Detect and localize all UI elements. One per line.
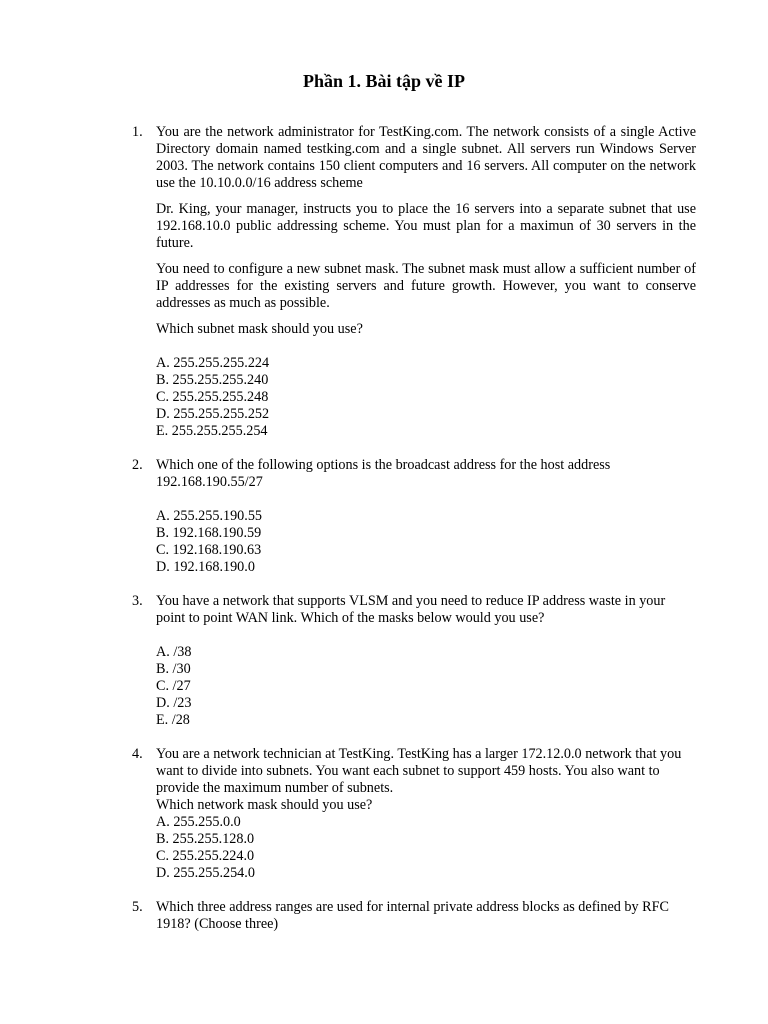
question-text: You need to configure a new subnet mask. The subnet mask must allow a sufficient number of IP addresses for the existing servers and future growth. However, you want to conserve addresses as much as possible. <box>156 261 696 311</box>
answer-options <box>156 508 696 576</box>
page-title: Phần 1. Bài tập về IP <box>302 71 466 91</box>
question-number: 2. <box>132 457 143 473</box>
question-2 <box>132 457 696 576</box>
question-prompt: Which subnet mask should you use? <box>156 321 363 337</box>
answer-option: C. 192.168.190.63 <box>156 542 262 558</box>
question-text: Which one of the following options is the broadcast address for the host address 192.168.190.55/27 <box>156 457 611 490</box>
question-list <box>0 124 768 933</box>
answer-option: B. 255.255.128.0 <box>156 831 255 847</box>
answer-option: D. 255.255.254.0 <box>156 865 255 881</box>
question-text: You are a network technician at TestKing. TestKing has a larger 172.12.0.0 network that you want to divide into subnets. You want each subnet to support 459 hosts. You also want to provide the maximum number of subnets. <box>156 746 682 796</box>
answer-option: C. 255.255.224.0 <box>156 848 255 864</box>
question-text: You have a network that supports VLSM and you need to reduce IP address waste in your point to point WAN link. Which of the masks below would you use? <box>156 593 666 626</box>
answer-option: B. /30 <box>156 661 191 677</box>
answer-options <box>156 355 696 440</box>
question-number: 1. <box>132 124 143 140</box>
question-4 <box>132 746 696 882</box>
question-number: 3. <box>132 593 143 609</box>
answer-option: C. /27 <box>156 678 191 694</box>
question-text: Which three address ranges are used for internal private address blocks as defined by RFC 1918? (Choose three) <box>156 899 669 932</box>
question-5 <box>132 899 696 933</box>
question-number: 4. <box>132 746 143 762</box>
answer-option: A. /38 <box>156 644 192 660</box>
question-1 <box>132 124 696 440</box>
answer-options <box>156 814 696 882</box>
answer-option: D. 192.168.190.0 <box>156 559 255 575</box>
answer-option: E. /28 <box>156 712 190 728</box>
answer-option: A. 255.255.190.55 <box>156 508 263 524</box>
answer-options <box>156 644 696 729</box>
answer-option: B. 192.168.190.59 <box>156 525 262 541</box>
answer-option: A. 255.255.0.0 <box>156 814 241 830</box>
question-text: You are the network administrator for TestKing.com. The network consists of a single Active Directory domain named testking.com and a single subnet. All servers run Windows Server 2003. The network contains 150 client computers and 16 servers. All computer on the network use the 10.10.0.0/16 address scheme <box>156 124 696 191</box>
answer-option: D. 255.255.255.252 <box>156 406 270 422</box>
answer-option: E. 255.255.255.254 <box>156 423 268 439</box>
question-3 <box>132 593 696 729</box>
answer-option: A. 255.255.255.224 <box>156 355 270 371</box>
question-text: Dr. King, your manager, instructs you to place the 16 servers into a separate subnet that use 192.168.10.0 public addressing scheme. You must plan for a maximun of 30 servers in the future. <box>156 201 696 251</box>
question-number: 5. <box>132 899 143 915</box>
question-prompt: Which network mask should you use? <box>156 797 373 813</box>
answer-option: B. 255.255.255.240 <box>156 372 269 388</box>
answer-option: D. /23 <box>156 695 192 711</box>
answer-option: C. 255.255.255.248 <box>156 389 269 405</box>
